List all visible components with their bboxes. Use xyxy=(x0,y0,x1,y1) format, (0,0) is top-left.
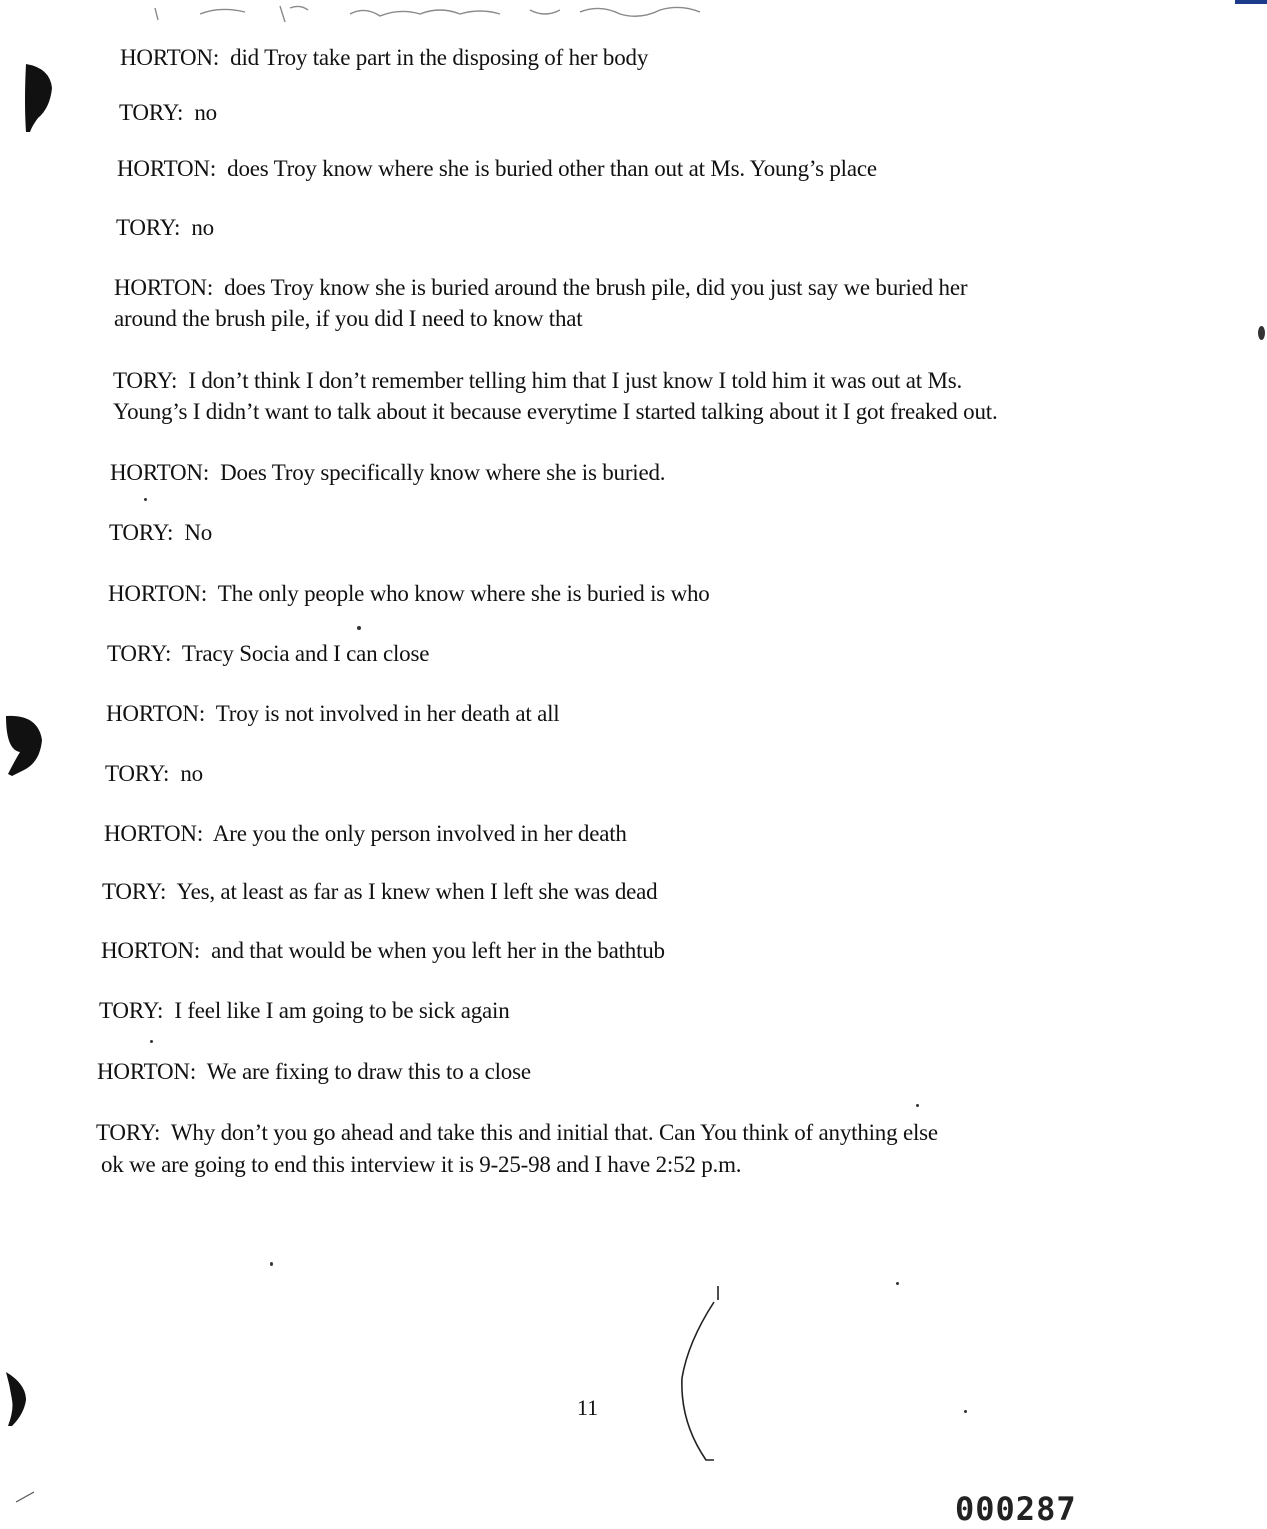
punch-hole-top xyxy=(20,62,56,134)
transcript-line xyxy=(114,273,967,303)
scan-speck xyxy=(150,1040,153,1043)
speaker-label: TORY: xyxy=(96,1120,161,1145)
transcript-line xyxy=(99,996,510,1026)
transcript-line xyxy=(120,43,648,73)
transcript-line xyxy=(117,154,877,184)
line-text: No xyxy=(184,520,213,545)
speaker-label: TORY: xyxy=(105,761,170,786)
transcript-line xyxy=(106,699,560,729)
transcript-line xyxy=(104,819,627,849)
speaker-label: HORTON: xyxy=(108,581,208,606)
transcript-line xyxy=(102,877,657,907)
line-text: and that would be when you left her in the bathtub xyxy=(211,938,665,963)
transcript-line xyxy=(113,366,962,396)
scan-speck xyxy=(357,626,361,630)
punch-hole-bottom xyxy=(4,1370,28,1430)
scan-speck xyxy=(916,1104,919,1107)
line-text: We are fixing to draw this to a close xyxy=(206,1059,531,1084)
scan-speck xyxy=(270,1262,273,1266)
transcript-line xyxy=(119,98,217,128)
line-text: Are you the only person involved in her death xyxy=(212,821,627,846)
speaker-label: HORTON: xyxy=(106,701,206,726)
line-text: Why don’t you go ahead and take this and initial that. Can You think of anything else xyxy=(170,1120,938,1145)
handwritten-scrawl xyxy=(150,0,710,26)
transcript-line xyxy=(105,759,203,789)
page-number: 11 xyxy=(577,1395,599,1420)
punch-hole-middle xyxy=(4,712,44,778)
handwritten-bracket xyxy=(668,1282,728,1472)
speaker-label: HORTON: xyxy=(101,938,201,963)
line-text: no xyxy=(194,100,217,125)
transcript-line-continued xyxy=(114,304,582,334)
transcript-line xyxy=(107,639,429,669)
speaker-label: TORY: xyxy=(107,641,172,666)
line-text: did Troy take part in the disposing of her body xyxy=(230,45,649,70)
transcript-line xyxy=(110,458,665,488)
transcript-line-continued xyxy=(113,397,998,427)
speaker-label: TORY: xyxy=(113,368,178,393)
scan-speck xyxy=(896,1282,899,1285)
line-text: does Troy know where she is buried other than out at Ms. Young’s place xyxy=(227,156,877,181)
line-text: Does Troy specifically know where she is buried. xyxy=(220,460,666,485)
speaker-label: TORY: xyxy=(109,520,174,545)
transcript-line xyxy=(116,213,214,243)
line-text: no xyxy=(180,761,203,786)
speaker-label: HORTON: xyxy=(120,45,220,70)
speaker-label: TORY: xyxy=(99,998,164,1023)
line-text: ok we are going to end this interview it is 9-25-98 and I have 2:52 p.m. xyxy=(101,1152,742,1177)
scan-speck xyxy=(144,498,147,501)
speaker-label: TORY: xyxy=(102,879,167,904)
bates-number: 000287 xyxy=(955,1490,1077,1528)
line-text: no xyxy=(191,215,214,240)
speaker-label: HORTON: xyxy=(97,1059,197,1084)
line-text: Yes, at least as far as I knew when I left she was dead xyxy=(176,879,658,904)
pencil-mark xyxy=(14,1488,38,1504)
transcript-line xyxy=(108,579,710,609)
speaker-label: HORTON: xyxy=(110,460,210,485)
line-text: Troy is not involved in her death at all xyxy=(215,701,560,726)
transcript-line-continued xyxy=(101,1150,741,1180)
transcript-line xyxy=(109,518,212,548)
transcript-line xyxy=(97,1057,531,1087)
speaker-label: HORTON: xyxy=(114,275,214,300)
speaker-label: HORTON: xyxy=(104,821,204,846)
line-text: The only people who know where she is buried is who xyxy=(217,581,710,606)
speaker-label: HORTON: xyxy=(117,156,217,181)
speaker-label: TORY: xyxy=(116,215,181,240)
line-text: I don’t think I don’t remember telling him that I just know I told him it was out at Ms. xyxy=(188,368,963,393)
line-text: Young’s I didn’t want to talk about it because everytime I started talking about it I got freaked out. xyxy=(113,399,998,424)
line-text: around the brush pile, if you did I need to know that xyxy=(114,306,583,331)
transcript-line xyxy=(96,1118,938,1148)
line-text: does Troy know she is buried around the brush pile, did you just say we buried her xyxy=(224,275,968,300)
line-text: Tracy Socia and I can close xyxy=(181,641,430,666)
scan-speck xyxy=(1258,326,1265,340)
scan-speck xyxy=(964,1410,967,1413)
speaker-label: TORY: xyxy=(119,100,184,125)
scan-edge-mark xyxy=(1235,0,1267,4)
line-text: I feel like I am going to be sick again xyxy=(174,998,510,1023)
transcript-line xyxy=(101,936,665,966)
